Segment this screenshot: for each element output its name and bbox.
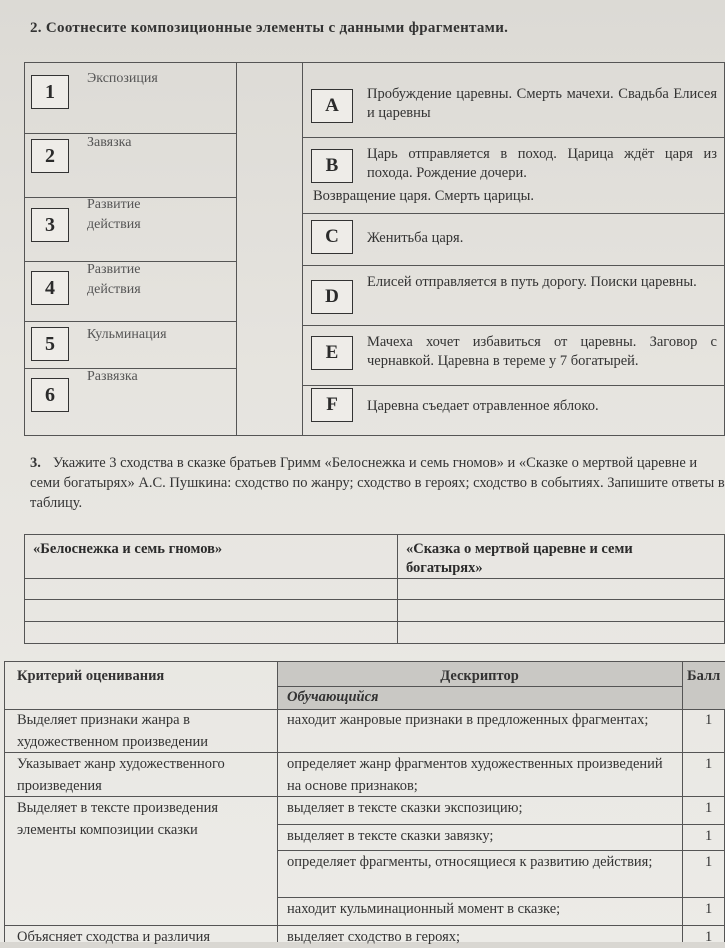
descriptor-text: определяет фрагменты, относящиеся к развитию действия;	[287, 854, 653, 870]
column-divider	[682, 662, 683, 942]
score-value: 1	[705, 756, 713, 772]
descriptor-text: находит кульминационный момент в сказке;	[287, 901, 561, 917]
row-divider	[302, 265, 724, 266]
number-box-1: 1	[31, 75, 69, 109]
criterion-text: Выделяет в тексте произведения элементы композиции сказки	[17, 800, 219, 838]
element-label-6: Развязка	[87, 369, 138, 384]
score-header: Балл	[687, 668, 721, 684]
number-box-4: 4	[31, 271, 69, 305]
criterion-text: Указывает жанр художественного произведения	[17, 756, 225, 794]
descriptor-text: находит жанровые признаки в предложенных фрагментах;	[287, 712, 649, 728]
fragment-text-e: Мачеха хочет избавиться от царевны. Заговор с чернавкой. Царевна в тереме у 7 богатырей.	[367, 334, 717, 369]
criterion-text: Объясняет сходства и различия	[17, 929, 211, 945]
question-3	[30, 453, 725, 513]
fragment-text-b: Царь отправляется в поход. Царица ждёт царя из похода. Рождение дочери.	[367, 146, 717, 181]
row-divider	[25, 321, 236, 322]
letter-box-a: A	[311, 89, 353, 123]
row-divider	[302, 213, 724, 214]
score-value: 1	[705, 828, 713, 844]
descriptor-subheader: Обучающийся	[287, 689, 379, 705]
letter-box-c: C	[311, 220, 353, 254]
answer-cell[interactable]	[25, 579, 397, 599]
answer-cell[interactable]	[398, 622, 724, 643]
fragment-text-c: Женитьба царя.	[367, 230, 464, 246]
question-2-title: 2. Соотнесите композиционные элементы с данными фрагментами.	[30, 20, 509, 36]
column-divider	[277, 662, 278, 942]
answer-cell[interactable]	[25, 622, 397, 643]
answer-table	[24, 534, 725, 644]
score-value: 1	[705, 800, 713, 816]
letter-box-b: B	[311, 149, 353, 183]
answer-cell[interactable]	[25, 600, 397, 621]
answer-col-header-2: «Сказка о мертвой царевне и семи богатырях»	[406, 541, 633, 576]
element-label-2: Завязка	[87, 135, 132, 150]
row-divider	[302, 325, 724, 326]
score-value: 1	[705, 929, 713, 945]
answer-col-header-1: «Белоснежка и семь гномов»	[33, 541, 223, 557]
number-box-6: 6	[31, 378, 69, 412]
letter-box-f: F	[311, 388, 353, 422]
matching-table	[24, 62, 725, 436]
answer-cell[interactable]	[398, 600, 724, 621]
criteria-header: Критерий оценивания	[17, 668, 165, 684]
element-label-3: Развитие действия	[87, 197, 141, 232]
element-label-5: Кульминация	[87, 327, 167, 342]
criteria-table	[4, 661, 725, 945]
fragment-text-f: Царевна съедает отравленное яблоко.	[367, 398, 599, 414]
row-divider	[302, 137, 724, 138]
score-value: 1	[705, 901, 713, 917]
question-3-text: Укажите 3 сходства в сказке братьев Гримм «Белоснежка и семь гномов» и «Сказке о мертвой царевне и семи богатырях» А.С. Пушкина: сходство по жанру; сходство в героях; сходство в событиях. Запишите ответы в таблицу.	[30, 455, 725, 511]
criterion-text: Выделяет признаки жанра в художественном произведении	[17, 712, 209, 750]
answer-cell[interactable]	[398, 579, 724, 599]
letter-box-d: D	[311, 280, 353, 314]
descriptor-text: выделяет сходство в героях;	[287, 929, 461, 945]
fragment-text-d: Елисей отправляется в путь дорогу. Поиски царевны.	[367, 274, 697, 290]
letter-box-e: E	[311, 336, 353, 370]
score-value: 1	[705, 712, 713, 728]
question-3-number: 3.	[30, 455, 41, 471]
number-box-2: 2	[31, 139, 69, 173]
number-box-3: 3	[31, 208, 69, 242]
descriptor-header: Дескриптор	[440, 668, 519, 684]
column-divider	[236, 63, 237, 435]
score-value: 1	[705, 854, 713, 870]
fragment-text-b-continued: Возвращение царя. Смерть царицы.	[313, 188, 534, 204]
column-divider	[302, 63, 303, 435]
fragment-text-a: Пробуждение царевны. Смерть мачехи. Свадьба Елисея и царевны	[367, 86, 717, 121]
descriptor-text: выделяет в тексте сказки экспозицию;	[287, 800, 523, 816]
descriptor-text: определяет жанр фрагментов художественных произведений на основе признаков;	[287, 756, 663, 794]
row-divider	[302, 385, 724, 386]
element-label-1: Экспозиция	[87, 71, 158, 86]
descriptor-text: выделяет в тексте сказки завязку;	[287, 828, 494, 844]
number-box-5: 5	[31, 327, 69, 361]
element-label-4: Развитие действия	[87, 262, 141, 297]
